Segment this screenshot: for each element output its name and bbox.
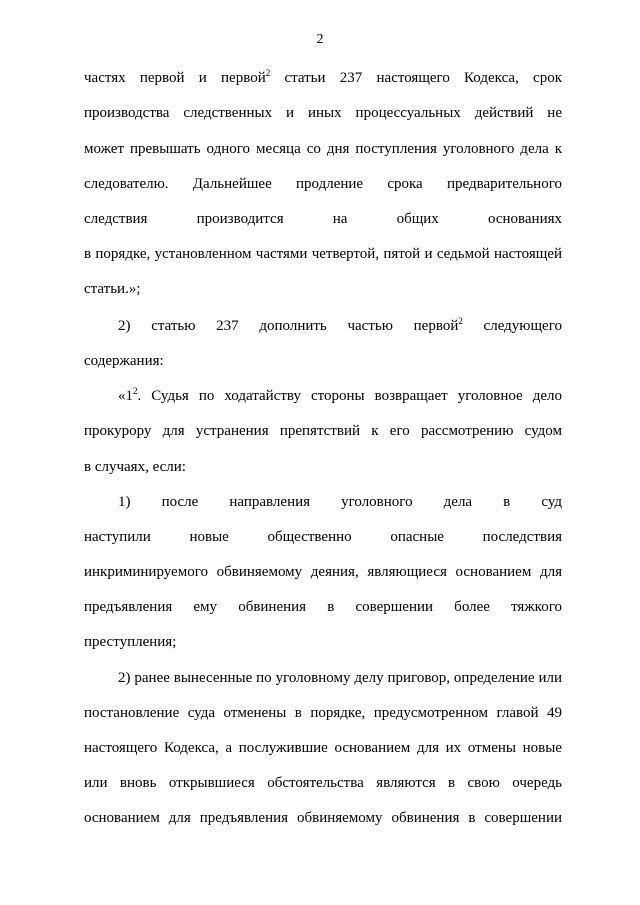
- text-line: прокурору для устранения препятствий к его рассмотрению судом: [84, 423, 562, 439]
- text-line: в случаях, если:: [84, 459, 186, 475]
- text-segment: 2) статью 237 дополнить частью первой: [118, 318, 459, 334]
- text-segment: . Судья по ходатайству стороны возвращает уголовное дело: [137, 388, 562, 404]
- text-line: следствия производится на общих основаниях: [84, 211, 562, 227]
- text-line: статьи.»;: [84, 281, 141, 297]
- text-line: наступили новые общественно опасные последствия: [84, 529, 562, 545]
- superscript: 2: [133, 386, 138, 396]
- text-line: производства следственных и иных процессуальных действий не: [84, 105, 562, 121]
- text-segment: статьи 237 настоящего Кодекса, срок: [270, 70, 562, 86]
- text-line: или вновь открывшиеся обстоятельства являются в свою очередь: [84, 775, 562, 791]
- superscript: 2: [265, 68, 271, 78]
- text-segment: «1: [118, 388, 133, 404]
- page-number: 2: [316, 32, 324, 47]
- text-line: в порядке, установленном частями четвертой, пятой и седьмой настоящей: [84, 246, 562, 262]
- text-line: основанием для предъявления обвиняемому обвинения в совершении: [84, 810, 562, 826]
- text-line: 2) ранее вынесенные по уголовному делу приговор, определение или: [118, 670, 562, 686]
- text-line: содержания:: [84, 353, 164, 369]
- text-line: 1) после направления уголовного дела в суд: [118, 494, 562, 510]
- text-line: инкриминируемого обвиняемому деяния, являющиеся основанием для: [84, 564, 562, 580]
- text-line: [84, 68, 562, 88]
- superscript: 2: [458, 316, 463, 326]
- text-line: предъявления ему обвинения в совершении более тяжкого: [84, 599, 562, 615]
- text-line: настоящего Кодекса, а послужившие основанием для их отмены новые: [84, 740, 562, 756]
- text-segment: частях первой и первой: [84, 70, 266, 86]
- text-line: может превышать одного месяца со дня поступления уголовного дела к: [84, 141, 562, 157]
- text-line: преступления;: [84, 634, 177, 650]
- text-line: следователю. Дальнейшее продление срока предварительного: [84, 176, 562, 192]
- text-line: [118, 316, 562, 336]
- text-segment: следующего: [462, 318, 562, 334]
- text-line: [118, 386, 562, 406]
- text-line: постановление суда отменены в порядке, предусмотренном главой 49: [84, 705, 562, 721]
